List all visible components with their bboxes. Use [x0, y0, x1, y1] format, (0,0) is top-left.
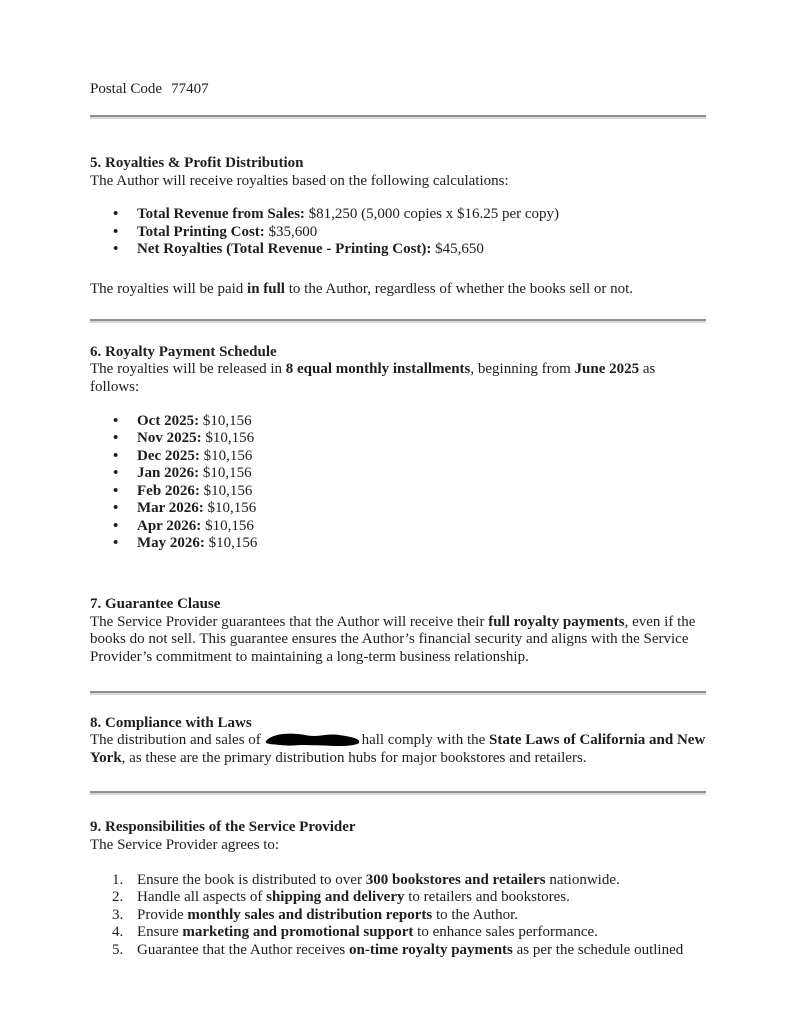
payment-schedule-list [90, 413, 706, 552]
bullet-icon [113, 483, 137, 500]
bullet-icon [113, 224, 137, 241]
postal-code-line [90, 81, 706, 98]
section-7-heading: 7. Guarantee Clause [90, 596, 221, 613]
item-number: 3. [112, 906, 124, 923]
bullet-icon [113, 535, 137, 552]
redaction-scribble [265, 732, 362, 747]
item-number: 2. [112, 889, 124, 906]
schedule-item: • Mar 2026: $10,156 [90, 500, 706, 517]
bullet-icon [113, 500, 137, 517]
postal-code-value: 77407 [171, 81, 209, 97]
section-9-heading: 9. Responsibilities of the Service Provider [90, 819, 356, 836]
section-5-heading: 5. Royalties & Profit Distribution [90, 155, 304, 172]
schedule-item: • Feb 2026: $10,156 [90, 483, 706, 500]
section-divider [90, 791, 706, 795]
section-8-heading: 8. Compliance with Laws [90, 714, 252, 731]
responsibility-item: 5. Guarantee that the Author receives on-time royalty payments as per the schedule outlined [112, 941, 684, 958]
postal-code-label: Postal Code [90, 81, 163, 97]
bullet-icon [113, 448, 137, 465]
bullet-icon [113, 413, 137, 430]
section-divider [90, 319, 706, 323]
item-number: 5. [112, 941, 124, 958]
bullet-icon [113, 430, 137, 447]
schedule-item: • Nov 2025: $10,156 [90, 430, 706, 447]
responsibility-item: 4. Ensure marketing and promotional support to enhance sales performance. [112, 924, 598, 941]
schedule-item: • May 2026: $10,156 [90, 535, 706, 552]
guarantee-paragraph: The Service Provider guarantees that the Author will receive their full royalty payments, even if the books do not sell. This guarantee ensures the Author’s financial security and aligns with the Service Provider’s commitment to maintaining a long-term business relationship. [90, 613, 696, 665]
royalty-calculation-list [90, 206, 706, 258]
section-6-heading: 6. Royalty Payment Schedule [90, 343, 277, 360]
item-number: 4. [112, 924, 124, 941]
list-item: • Net Royalties (Total Revenue - Printing Cost): $45,650 [90, 241, 706, 258]
schedule-item: • Jan 2026: $10,156 [90, 465, 706, 482]
bullet-icon [113, 241, 137, 258]
bullet-icon [113, 465, 137, 482]
schedule-item: • Oct 2025: $10,156 [90, 413, 706, 430]
list-item: • Total Printing Cost: $35,600 [90, 224, 706, 241]
responsibility-item: 3. Provide monthly sales and distribution reports to the Author. [112, 906, 519, 923]
section-5-intro: The Author will receive royalties based on the following calculations: [90, 172, 509, 189]
section-6-intro: The royalties will be released in 8 equal monthly installments, beginning from June 2025 as follows: [90, 361, 656, 395]
responsibilities-list [90, 872, 706, 959]
section-divider [90, 691, 706, 695]
bullet-icon [113, 518, 137, 535]
section-9-intro: The Service Provider agrees to: [90, 836, 280, 853]
responsibility-item: 1. Ensure the book is distributed to over 300 bookstores and retailers nationwide. [112, 871, 620, 888]
responsibility-item: 2. Handle all aspects of shipping and delivery to retailers and bookstores. [112, 889, 570, 906]
list-item: • Total Revenue from Sales: $81,250 (5,000 copies x $16.25 per copy) [90, 206, 706, 223]
section-divider [90, 115, 706, 119]
bullet-icon [113, 206, 137, 223]
schedule-item: • Dec 2025: $10,156 [90, 448, 706, 465]
compliance-paragraph: The distribution and sales of hall comply with the State Laws of California and New York, as these are the primary distribution hubs for major bookstores and retailers. [90, 732, 706, 766]
schedule-item: • Apr 2026: $10,156 [90, 518, 706, 535]
section-5-note: The royalties will be paid in full to the Author, regardless of whether the books sell or not. [90, 281, 634, 298]
item-number: 1. [112, 871, 124, 888]
